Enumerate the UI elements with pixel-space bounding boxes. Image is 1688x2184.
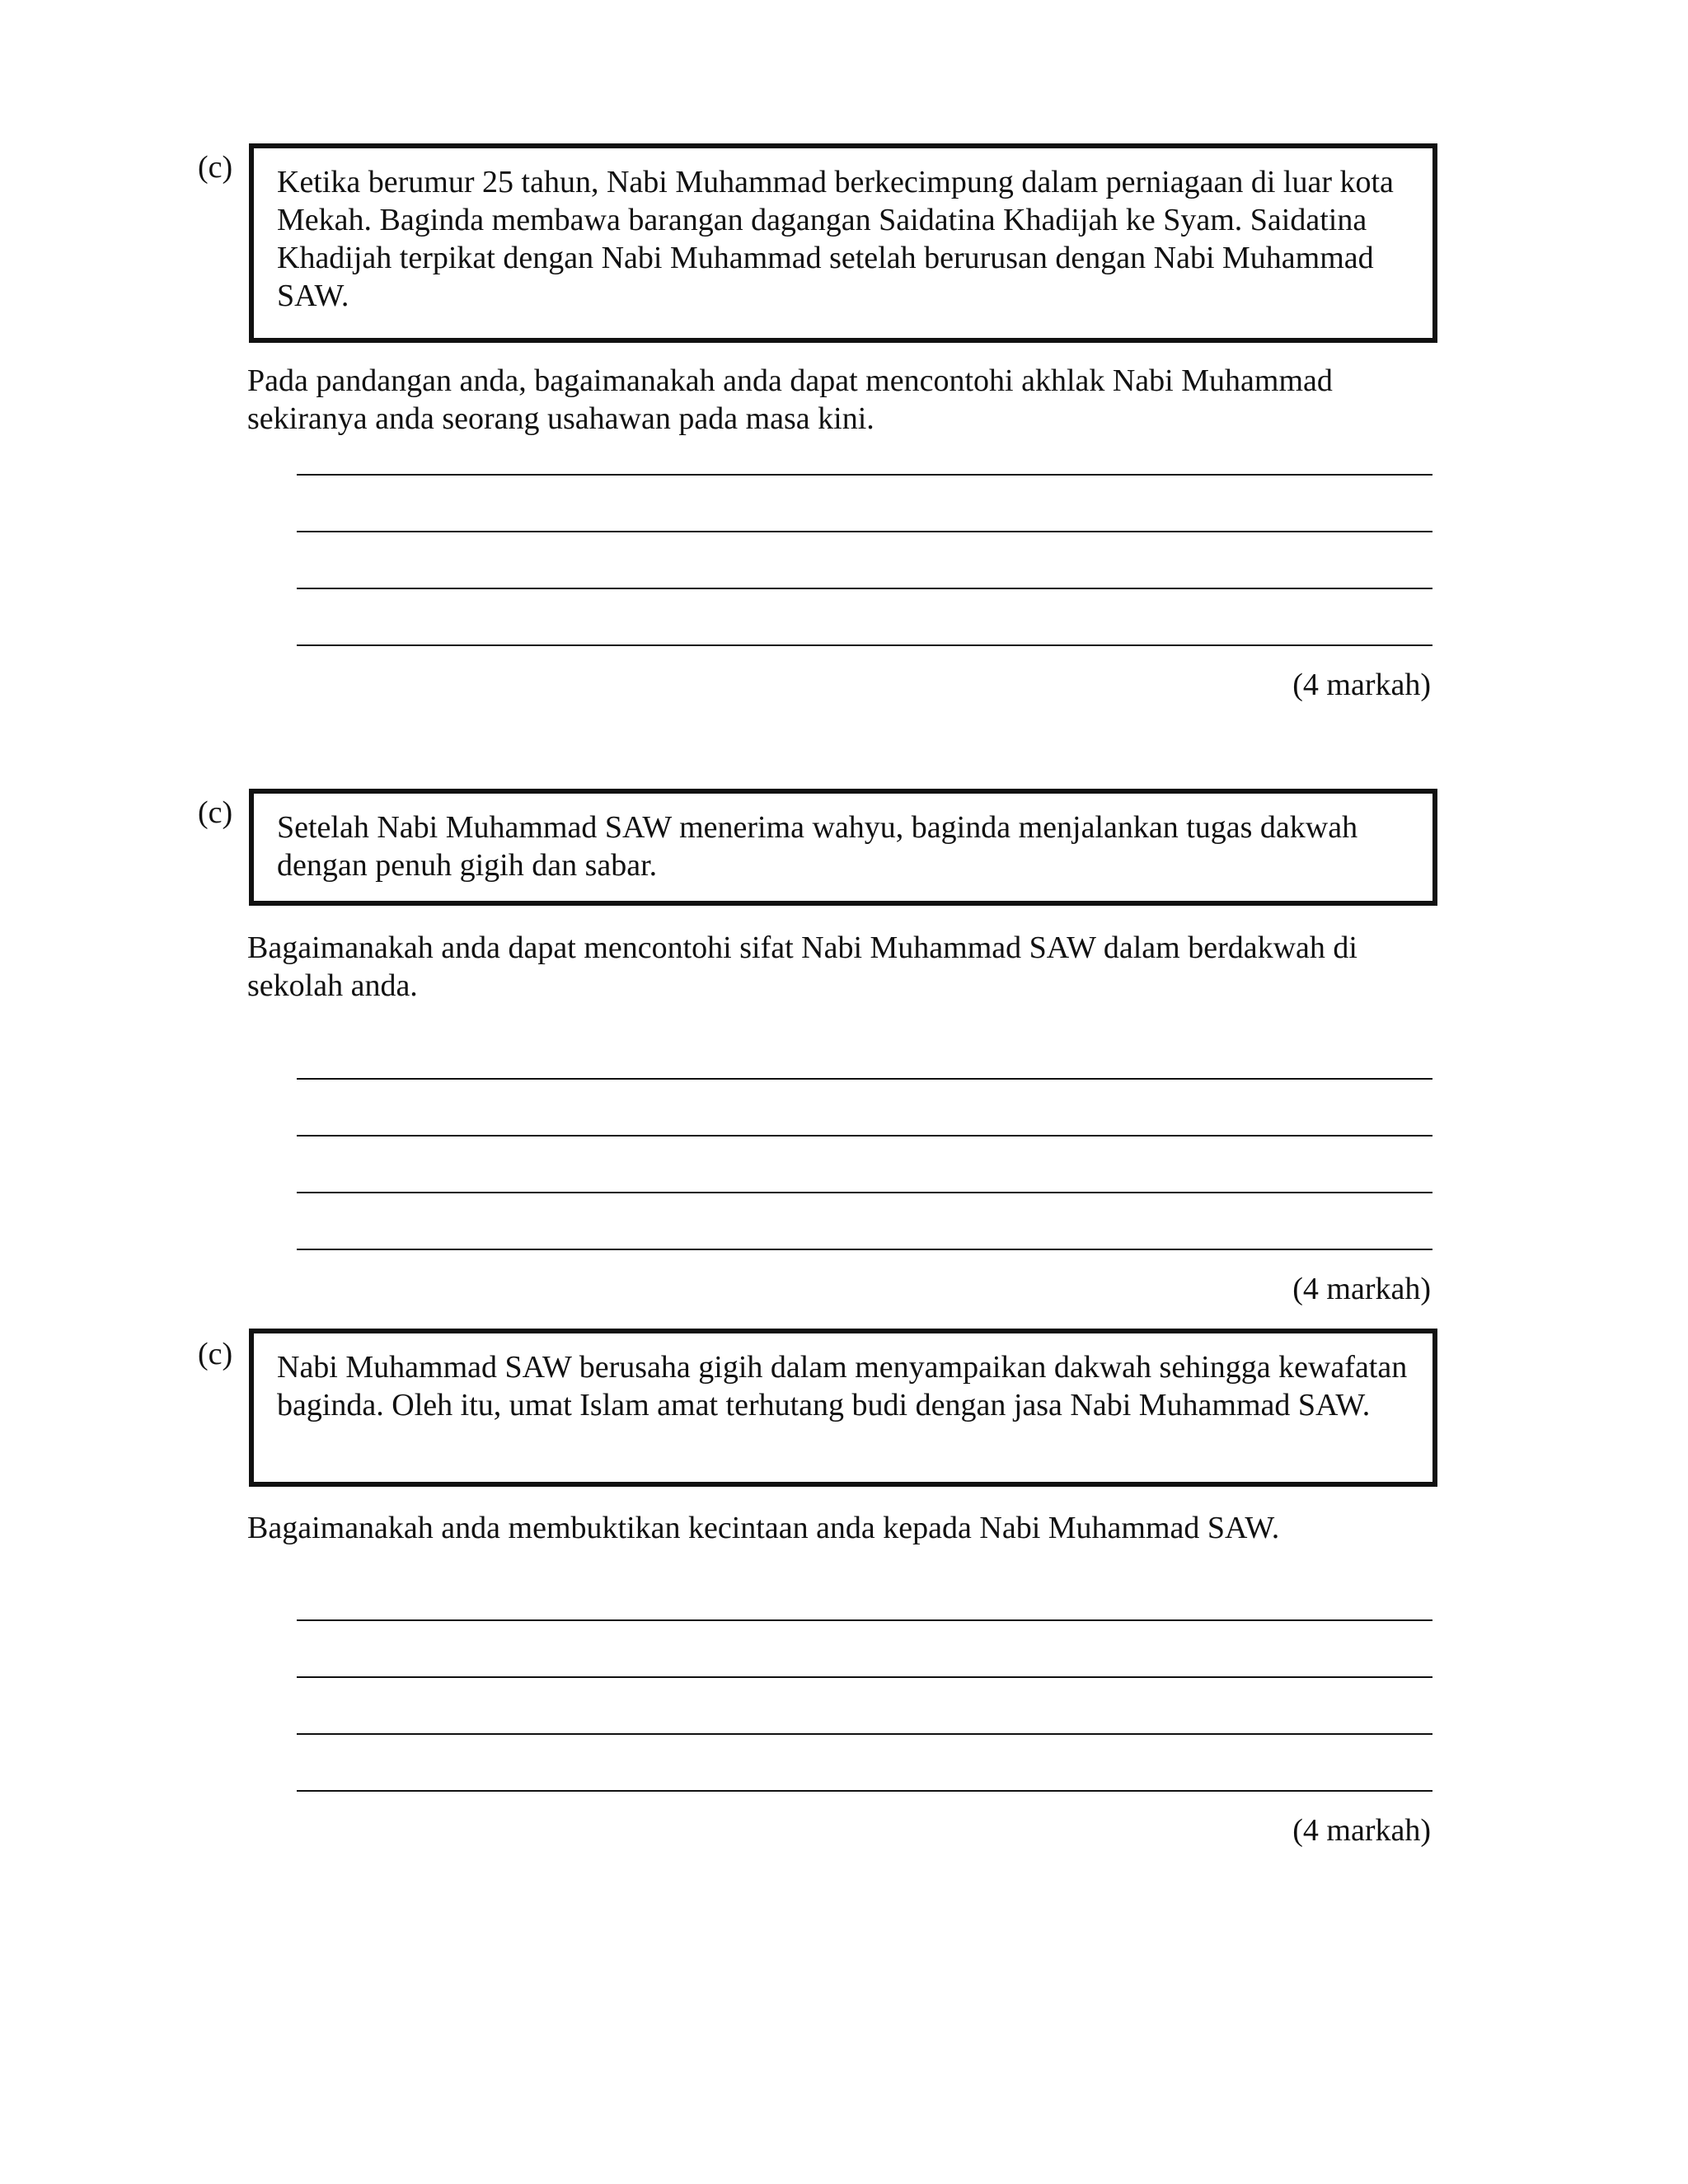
question-label: (c) — [198, 150, 233, 185]
answer-line[interactable] — [297, 1676, 1432, 1678]
answer-line[interactable] — [297, 531, 1432, 532]
stimulus-box — [249, 143, 1437, 343]
stimulus-box — [249, 789, 1437, 906]
answer-line[interactable] — [297, 1790, 1432, 1792]
stimulus-text: Setelah Nabi Muhammad SAW menerima wahyu, baginda menjalankan tugas dakwah dengan penuh gigih dan sabar. — [277, 810, 1358, 883]
answer-line[interactable] — [297, 1249, 1432, 1250]
question-prompt: Bagaimanakah anda dapat mencontohi sifat Nabi Muhammad SAW dalam berdakwah di sekolah anda. — [247, 930, 1357, 1003]
question-label: (c) — [198, 795, 233, 830]
answer-line[interactable] — [297, 474, 1432, 476]
answer-line[interactable] — [297, 588, 1432, 589]
stimulus-text: Nabi Muhammad SAW berusaha gigih dalam menyampaikan dakwah sehingga kewafatan baginda. Oleh itu, umat Islam amat terhutang budi dengan jasa Nabi Muhammad SAW. — [277, 1350, 1408, 1422]
question-label: (c) — [198, 1337, 233, 1371]
marks-label: (4 markah) — [1292, 668, 1431, 702]
stimulus-box — [249, 1329, 1437, 1487]
question-prompt: Pada pandangan anda, bagaimanakah anda dapat mencontohi akhlak Nabi Muhammad sekiranya anda seorang usahawan pada masa kini. — [247, 363, 1333, 436]
answer-line[interactable] — [297, 1135, 1432, 1137]
answer-line[interactable] — [297, 1619, 1432, 1621]
answer-line[interactable] — [297, 644, 1432, 646]
answer-line[interactable] — [297, 1192, 1432, 1193]
stimulus-text: Ketika berumur 25 tahun, Nabi Muhammad berkecimpung dalam perniagaan di luar kota Mekah. Baginda membawa barangan dagangan Saidatina Khadijah ke Syam. Saidatina Khadijah terpikat dengan Nabi Muhammad setelah berurusan dengan Nabi Muhammad SAW. — [277, 165, 1394, 313]
answer-line[interactable] — [297, 1078, 1432, 1080]
marks-label: (4 markah) — [1292, 1272, 1431, 1306]
marks-label: (4 markah) — [1292, 1813, 1431, 1848]
question-prompt: Bagaimanakah anda membuktikan kecintaan anda kepada Nabi Muhammad SAW. — [247, 1511, 1280, 1545]
answer-line[interactable] — [297, 1733, 1432, 1735]
